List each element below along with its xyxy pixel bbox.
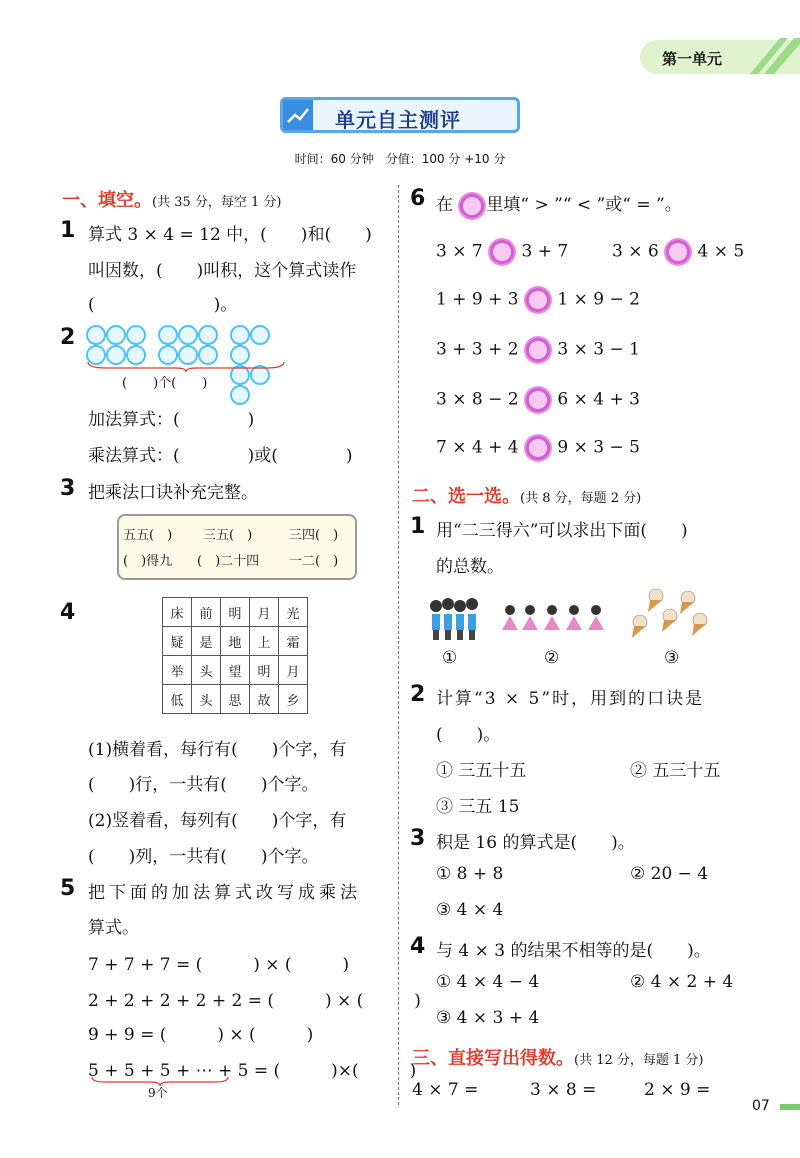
q1-number: 1	[60, 218, 76, 243]
q6-instruction: 在 里填“ > ”“ < ”或“ = ”。	[436, 190, 682, 220]
poem-grid: 床 前 明 月 光 疑 是 地 上 霜 举 头 望 明 月 低 头 思 故 乡	[162, 597, 308, 714]
exam-meta: 时间：60 分钟 分值：100 分 +10 分	[294, 152, 506, 166]
q2-mul: 乘法算式：( )或( )	[88, 446, 353, 466]
s3-eq3: 2 × 9 =	[644, 1080, 711, 1100]
flower-icon	[524, 386, 552, 414]
q5-line1: 把下面的加法算式改写成乘法	[88, 883, 361, 903]
s3-eq2: 3 × 8 =	[530, 1080, 597, 1100]
flower-icon	[524, 286, 552, 314]
dancing-girls-image	[500, 602, 610, 642]
s2-q3-option1: ① 8 + 8	[436, 864, 504, 884]
s2-q2-number: 2	[410, 682, 426, 707]
flower-icon	[488, 238, 516, 266]
s2-q4-line1: 与 4 × 3 的结果不相等的是( )。	[436, 941, 711, 961]
q5-eq2: 2 + 2 + 2 + 2 + 2 = ( ) × ( )	[88, 991, 421, 1011]
s2-q3-number: 3	[410, 826, 426, 851]
s2-q2-line1: 计算“3 × 5”时，用到的口诀是	[436, 689, 705, 709]
page-number: 07	[752, 1098, 770, 1114]
section-1-heading: 一、填空。(共 35 分，每空 1 分)	[62, 190, 282, 211]
ice-cream-cones-image	[626, 588, 710, 644]
s2-q1-option1: ①	[442, 648, 458, 668]
s2-q4-option1: ① 4 × 4 − 4	[436, 972, 540, 992]
q4-line1: (1)横着看，每行有( )个字，有	[88, 740, 347, 760]
section-3-heading: 三、直接写出得数。(共 12 分，每题 1 分)	[412, 1048, 704, 1069]
q5-eq1: 7 + 7 + 7 = ( ) × ( )	[88, 955, 350, 975]
s2-q1-option2: ②	[544, 648, 560, 668]
q6-row1b: 3 × 6 4 × 5	[612, 238, 744, 266]
s2-q1-line1: 用“二三得六”可以求出下面( )	[436, 521, 688, 541]
s2-q2-line2: ( )。	[436, 725, 501, 745]
s2-q4-option3: ③ 4 × 3 + 4	[436, 1008, 540, 1028]
q5-line2: 算式。	[88, 918, 139, 938]
brace-icon	[86, 360, 286, 372]
q2-group-label: ( )个( )	[122, 376, 208, 391]
s2-q1-line2: 的总数。	[436, 557, 504, 577]
q4-line2: ( )行，一共有( )个字。	[88, 775, 319, 795]
q2-add: 加法算式：( )	[88, 410, 255, 430]
column-divider	[398, 185, 399, 1105]
s2-q3-option3: ③ 4 × 4	[436, 900, 504, 920]
q6-row1: 3 × 7 3 + 7	[436, 238, 568, 266]
q2-number: 2	[60, 325, 76, 350]
title-banner	[280, 97, 520, 133]
s3-eq1: 4 × 7 =	[412, 1080, 479, 1100]
q3-text: 把乘法口诀补充完整。	[88, 483, 258, 503]
q5-eq4: 5 + 5 + 5 + ⋯ + 5 = ( )×( )	[88, 1061, 417, 1081]
q1-line2: 叫因数，( )叫积，这个算式读作	[88, 261, 357, 281]
q6-row5: 7 × 4 + 4 9 × 3 − 5	[436, 434, 640, 462]
s2-q1-number: 1	[410, 514, 426, 539]
q4-line4: ( )列，一共有( )个字。	[88, 847, 319, 867]
s2-q2-option2: ② 五三十五	[630, 761, 721, 781]
flower-icon	[458, 192, 486, 220]
q3-number: 3	[60, 476, 76, 501]
q6-row2: 1 + 9 + 3 1 × 9 − 2	[436, 286, 640, 314]
s2-q3-line1: 积是 16 的算式是( )。	[436, 833, 635, 853]
q6-number: 6	[410, 186, 426, 211]
flower-icon	[524, 434, 552, 462]
q6-row4: 3 × 8 − 2 6 × 4 + 3	[436, 386, 640, 414]
s2-q4-number: 4	[410, 934, 426, 959]
s2-q3-option2: ② 20 − 4	[630, 864, 709, 884]
s2-q4-option2: ② 4 × 2 + 4	[630, 972, 734, 992]
q1-line3: ( )。	[88, 295, 238, 315]
page-bar	[780, 1104, 800, 1110]
s2-q2-option1: ① 三五十五	[436, 761, 527, 781]
q4-line3: (2)竖着看，每列有( )个字，有	[88, 811, 347, 831]
unit-label: 第一单元	[662, 50, 723, 68]
q6-row3: 3 + 3 + 2 3 × 3 − 1	[436, 336, 640, 364]
q1-line1: 算式 3 × 4 = 12 中，( )和( )	[88, 225, 372, 245]
children-group-image	[428, 592, 480, 642]
chart-trend-icon	[283, 100, 313, 130]
s2-q2-option3: ③ 三五 15	[436, 797, 520, 817]
q5-eq3: 9 + 9 = ( ) × ( )	[88, 1025, 314, 1045]
rhyme-box: 五五( ) 三五( ) 三四( ) ( )得九 ( )二十四 一二( )	[117, 514, 357, 580]
page-title: 单元自主测评	[335, 108, 461, 132]
s2-q1-option3: ③	[664, 648, 680, 668]
flower-icon	[664, 238, 692, 266]
stripe-decoration-icon	[740, 34, 800, 74]
q5-count-note: 9个	[148, 1086, 168, 1100]
section-2-heading: 二、选一选。(共 8 分，每题 2 分)	[412, 486, 642, 507]
q5-number: 5	[60, 876, 76, 901]
flower-icon	[524, 336, 552, 364]
q4-number: 4	[60, 600, 76, 625]
